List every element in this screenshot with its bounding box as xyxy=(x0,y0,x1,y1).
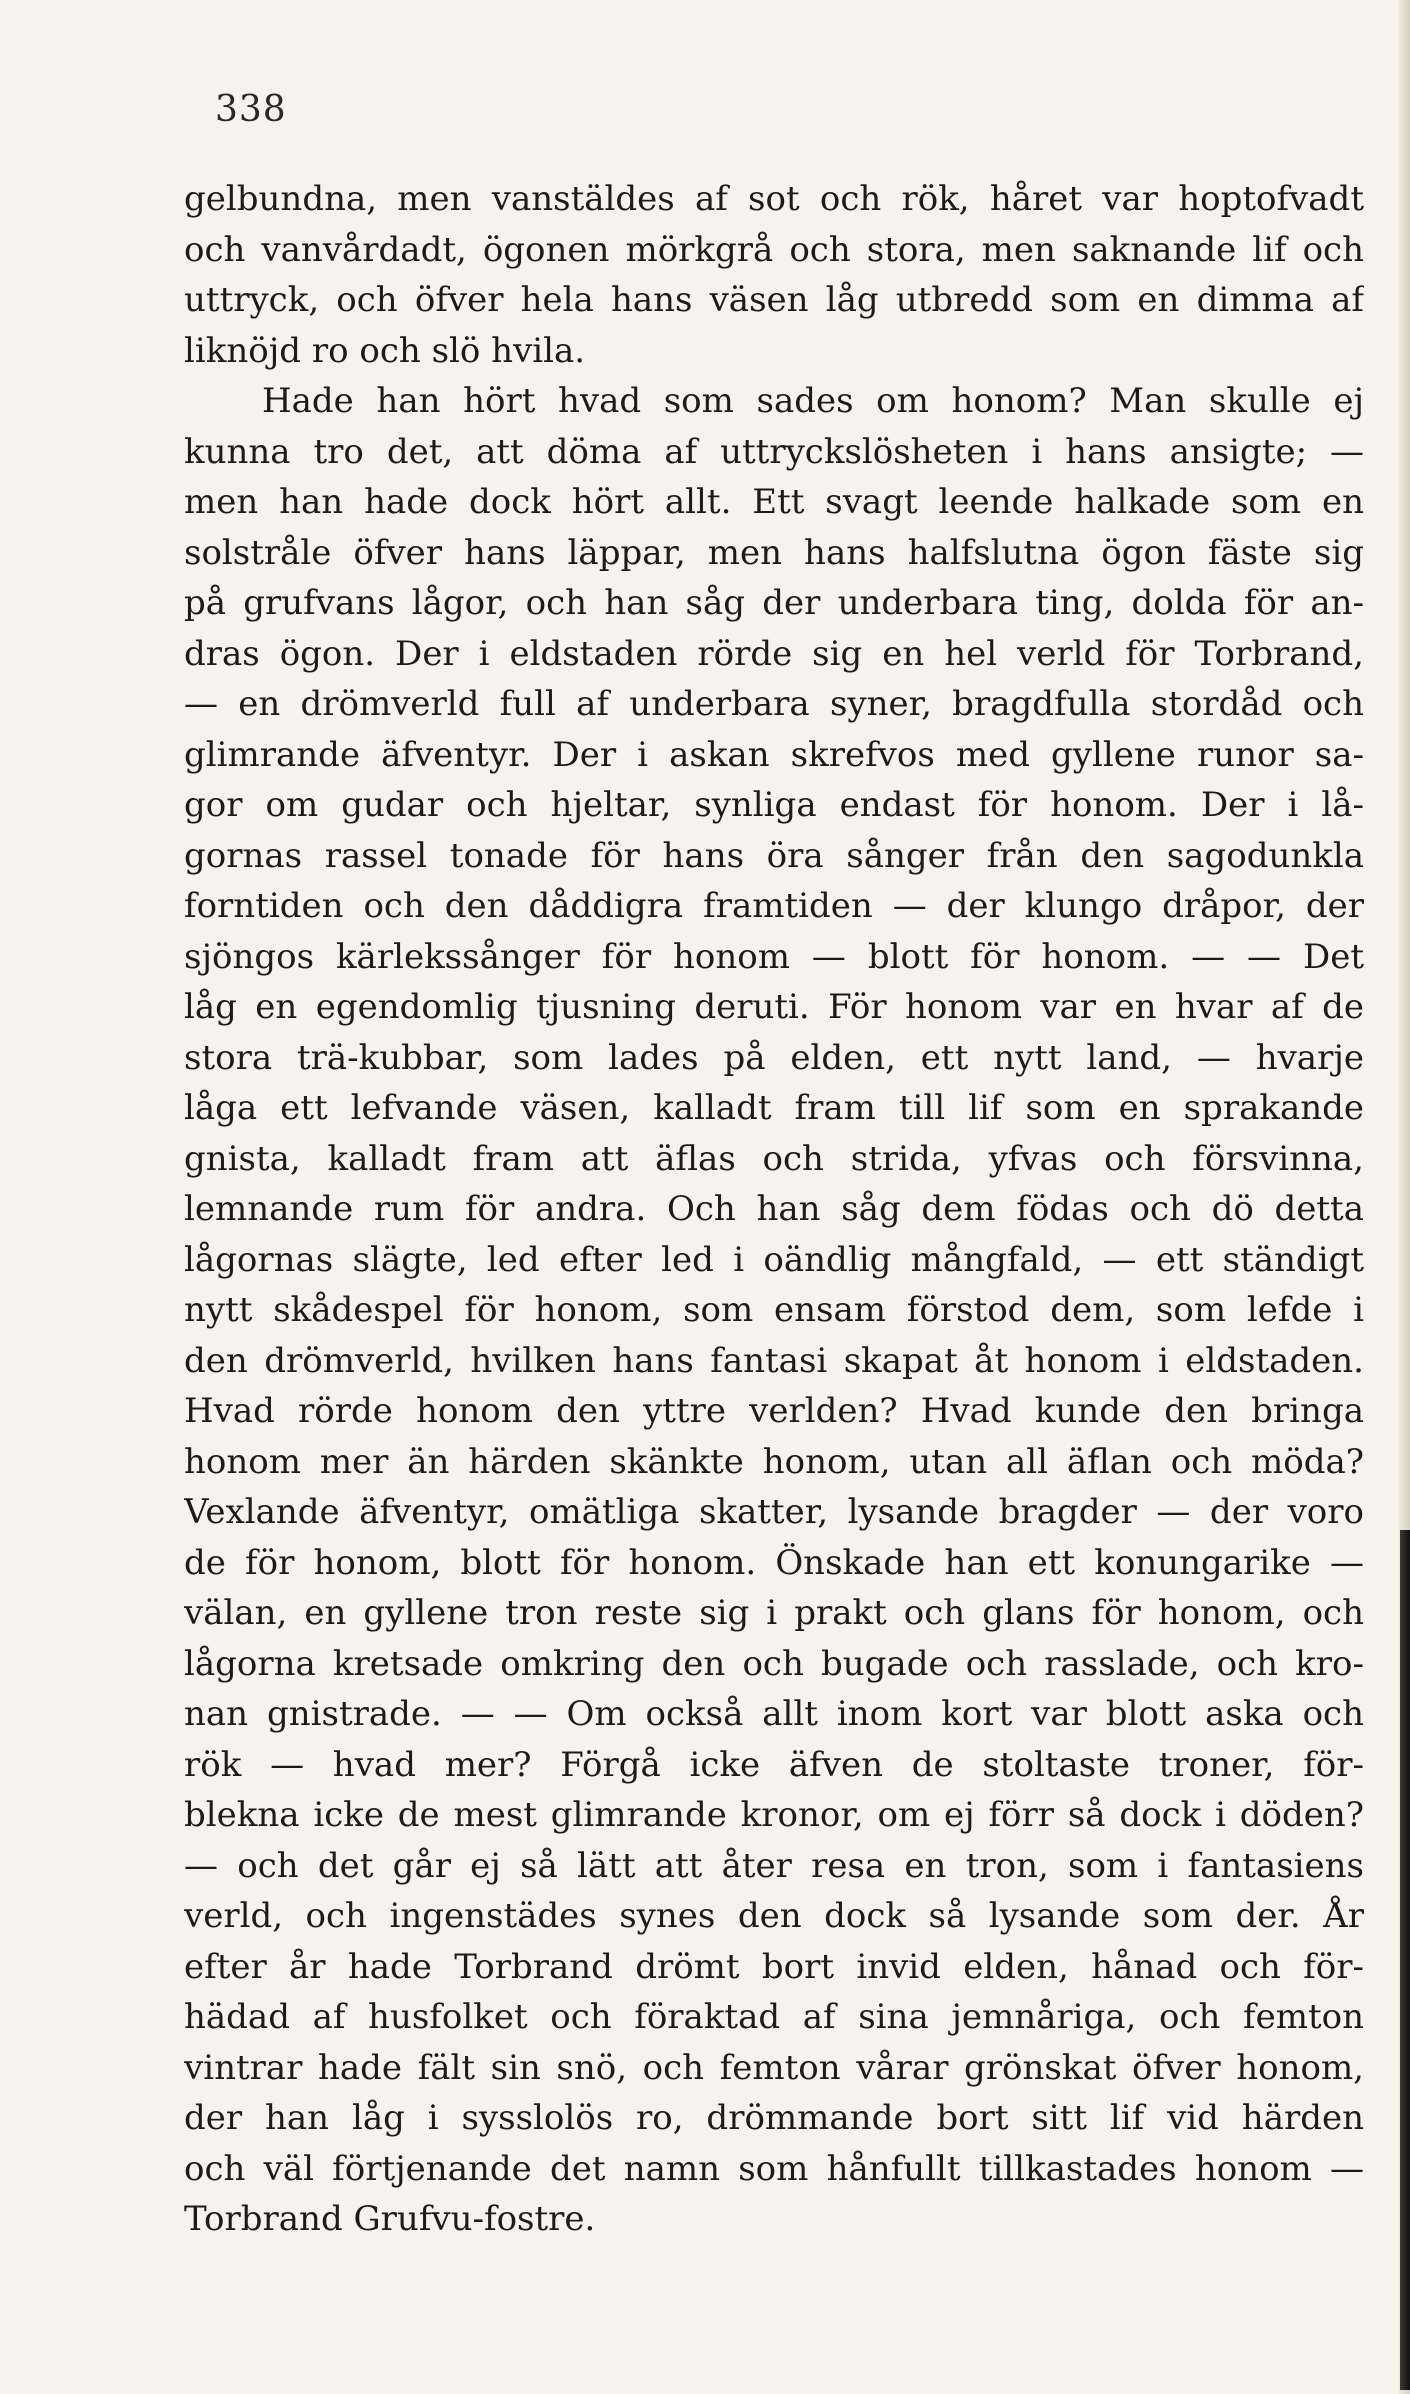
text-line: låg en egendomlig tjusning deruti. För honom var en hvar af de xyxy=(184,987,1364,1027)
text-line: Hvad rörde honom den yttre verlden? Hvad kunde den bringa xyxy=(184,1391,1364,1431)
text-line: forntiden och den dåddigra framtiden — der klungo dråpor, der xyxy=(184,886,1364,926)
text-line: Torbrand Grufvu-fostre. xyxy=(184,2199,596,2239)
text-line: rök — hvad mer? Förgå icke äfven de stoltaste troner, för- xyxy=(184,1744,1364,1785)
page-edge-dark xyxy=(1400,1530,1410,2390)
text-line: dras ögon. Der i eldstaden rörde sig en hel verld för Torbrand, xyxy=(184,633,1364,674)
text-line: gornas rassel tonade för hans öra sånger från den sagodunkla xyxy=(184,835,1364,876)
text-line: honom mer än härden skänkte honom, utan all äflan och möda? xyxy=(184,1441,1364,1482)
text-line: sjöngos kärlekssånger för honom — blott för honom. — — Det xyxy=(184,936,1364,977)
text-line: den drömverld, hvilken hans fantasi skapat åt honom i eldstaden. xyxy=(184,1340,1364,1381)
text-line: glimrande äfventyr. Der i askan skrefvos med gyllene runor sa- xyxy=(184,734,1364,775)
text-line: efter år hade Torbrand drömt bort invid elden, hånad och för- xyxy=(184,1946,1364,1987)
text-line: låga ett lefvande väsen, kalladt fram till lif som en sprakande xyxy=(184,1088,1364,1128)
text-line: uttryck, och öfver hela hans väsen låg utbredd som en dimma af xyxy=(184,280,1364,320)
text-line: och vanvårdadt, ögonen mörkgrå och stora, men saknande lif och xyxy=(184,229,1364,270)
text-line: lågornas slägte, led efter led i oändlig mångfald, — ett ständigt xyxy=(184,1239,1364,1280)
text-line: nytt skådespel för honom, som ensam förstod dem, som lefde i xyxy=(184,1290,1364,1330)
text-line: stora trä-kubbar, som lades på elden, ett nytt land, — hvarje xyxy=(184,1037,1364,1078)
text-line: gnista, kalladt fram att äflas och strida, yfvas och försvinna, xyxy=(184,1138,1364,1179)
text-line: liknöjd ro och slö hvila. xyxy=(184,330,586,371)
text-line: — en drömverld full af underbara syner, bragdfulla stordåd och xyxy=(184,684,1364,724)
text-line: nan gnistrade. — — Om också allt inom kort var blott aska och xyxy=(184,1694,1364,1734)
text-line: hädad af husfolket och föraktad af sina jemnåriga, och femton xyxy=(184,1997,1364,2037)
text-line: verld, och ingenstädes synes den dock så lysande som der. År xyxy=(184,1896,1364,1936)
text-line: — och det går ej så lätt att åter resa en tron, som i fantasiens xyxy=(184,1845,1364,1886)
text-line: solstråle öfver hans läppar, men hans halfslutna ögon fäste sig xyxy=(184,532,1364,573)
text-line: på grufvans lågor, och han såg der underbara ting, dolda för an- xyxy=(184,583,1364,623)
page-number: 338 xyxy=(215,89,287,130)
text-line: gor om gudar och hjeltar, synliga endast för honom. Der i lå- xyxy=(184,785,1364,825)
text-line: lågorna kretsade omkring den och bugade och rasslade, och kro- xyxy=(184,1643,1364,1684)
text-line: välan, en gyllene tron reste sig i prakt och glans för honom, och xyxy=(184,1593,1364,1633)
text-line: vintrar hade fält sin snö, och femton vårar grönskat öfver honom, xyxy=(184,2047,1364,2088)
text-line: kunna tro det, att döma af uttryckslösheten i hans ansigte; — xyxy=(184,431,1364,472)
text-line: lemnande rum för andra. Och han såg dem födas och dö detta xyxy=(184,1189,1364,1229)
text-line: Hade han hört hvad som sades om honom? Man skulle ej xyxy=(262,381,1364,421)
text-line: blekna icke de mest glimrande kronor, om ej förr så dock i döden? xyxy=(184,1795,1364,1835)
text-line: men han hade dock hört allt. Ett svagt leende halkade som en xyxy=(184,482,1364,522)
text-line: Vexlande äfventyr, omätliga skatter, lysande bragder — der voro xyxy=(184,1492,1364,1532)
text-line: och väl förtjenande det namn som hånfullt tillkastades honom — xyxy=(184,2148,1364,2189)
text-line: der han låg i sysslolös ro, drömmande bort sitt lif vid härden xyxy=(184,2098,1364,2138)
text-line: gelbundna, men vanstäldes af sot och rök, håret var hoptofvadt xyxy=(184,179,1364,219)
body-text xyxy=(184,174,1364,2245)
text-line: de för honom, blott för honom. Önskade han ett konungarike — xyxy=(184,1542,1364,1583)
